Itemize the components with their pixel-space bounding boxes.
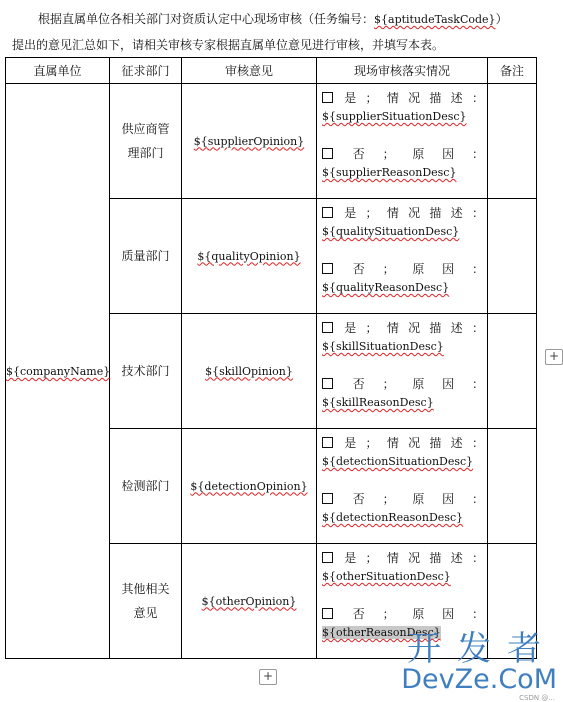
yes-label-char: 描 (429, 550, 442, 565)
review-table (5, 57, 537, 659)
intro-line-2: 提出的意见汇总如下，请相关审核专家根据直属单位意见进行审核，并填写本表。 (12, 38, 445, 52)
yes-label-char: 是 (344, 435, 357, 450)
yes-option (322, 433, 484, 451)
reason-variable: ${detectionReasonDesc} (322, 511, 464, 524)
situation-cell (317, 429, 488, 544)
situation-variable: ${supplierSituationDesc} (322, 110, 467, 123)
dept-cell (110, 544, 182, 659)
no-label-char: 否 (352, 261, 365, 276)
company-cell (6, 84, 110, 659)
table-header-row (6, 58, 537, 84)
yes-label-char: 情 (386, 205, 399, 220)
situation-variable: ${otherSituationDesc} (322, 570, 451, 583)
opinion-cell (182, 544, 317, 659)
yes-label-char: 是 (344, 550, 357, 565)
yes-label-char: 情 (386, 550, 399, 565)
no-label-char: 否 (352, 146, 365, 161)
yes-label-char: ： (471, 90, 484, 105)
opinion-variable: ${otherOpinion} (201, 594, 297, 608)
yes-checkbox[interactable] (322, 322, 333, 333)
opinion-cell (182, 429, 317, 544)
no-label-char: 原 (412, 146, 425, 161)
yes-checkbox[interactable] (322, 437, 333, 448)
no-label-char: ： (471, 146, 484, 161)
intro-line-1 (38, 11, 563, 28)
reason-variable: ${supplierReasonDesc} (322, 166, 457, 179)
no-checkbox[interactable] (322, 608, 333, 619)
no-label-char: 因 (442, 261, 455, 276)
yes-label-char: 情 (386, 90, 399, 105)
watermark-logo (401, 629, 557, 695)
opinion-cell (182, 314, 317, 429)
yes-label-char: ； (365, 435, 378, 450)
no-label-char: ； (382, 376, 395, 391)
situation-variable: ${qualitySituationDesc} (322, 225, 460, 238)
yes-label-char: 述 (450, 205, 463, 220)
no-label-char: ； (382, 146, 395, 161)
yes-label-char: 述 (450, 550, 463, 565)
yes-checkbox[interactable] (322, 207, 333, 218)
no-checkbox[interactable] (322, 263, 333, 274)
yes-label-char: ： (471, 550, 484, 565)
watermark-cn: 开发者 (407, 629, 557, 669)
dept-label: 供应商管 (121, 122, 170, 136)
no-option (322, 259, 484, 277)
opinion-cell (182, 84, 317, 199)
yes-option (322, 548, 484, 566)
add-row-button[interactable]: + (259, 669, 277, 685)
no-label-char: ： (471, 491, 484, 506)
yes-label-char: 述 (450, 435, 463, 450)
no-label-char: ； (382, 261, 395, 276)
yes-label-char: 述 (450, 320, 463, 335)
opinion-cell (182, 199, 317, 314)
yes-label-char: 况 (408, 320, 421, 335)
header-situation: 现场审核落实情况 (317, 58, 488, 84)
no-option (322, 604, 484, 622)
yes-label-char: ； (365, 90, 378, 105)
yes-label-char: 况 (408, 435, 421, 450)
yes-option (322, 88, 484, 106)
no-label-char: 否 (352, 376, 365, 391)
yes-label-char: 况 (408, 205, 421, 220)
no-label-char: 原 (412, 376, 425, 391)
no-label-char: 原 (412, 606, 425, 621)
yes-label-char: ： (471, 320, 484, 335)
dept-label: 意见 (133, 606, 158, 620)
yes-label-char: ； (365, 550, 378, 565)
no-label-char: ： (471, 376, 484, 391)
yes-label-char: 描 (429, 90, 442, 105)
header-opinion: 审核意见 (182, 58, 317, 84)
table-row (6, 84, 537, 199)
no-label-char: 否 (352, 491, 365, 506)
no-checkbox[interactable] (322, 148, 333, 159)
situation-cell (317, 314, 488, 429)
yes-label-char: 描 (429, 435, 442, 450)
dept-label: 技术部门 (121, 364, 170, 378)
reason-variable: ${qualityReasonDesc} (322, 281, 450, 294)
intro-text: 根据直属单位各相关部门对资质认定中心现场审核（任务编号： (38, 12, 375, 26)
no-label-char: 原 (412, 261, 425, 276)
yes-label-char: 是 (344, 205, 357, 220)
remark-cell[interactable] (488, 429, 537, 544)
dept-label: 质量部门 (121, 249, 170, 263)
dept-label: 检测部门 (121, 479, 170, 493)
company-variable: ${companyName} (6, 365, 111, 378)
no-label-char: 原 (412, 491, 425, 506)
no-option (322, 374, 484, 392)
add-column-button[interactable]: + (545, 349, 563, 365)
no-checkbox[interactable] (322, 493, 333, 504)
situation-cell (317, 84, 488, 199)
yes-label-char: 是 (344, 90, 357, 105)
no-label-char: ： (471, 261, 484, 276)
dept-cell (110, 199, 182, 314)
opinion-variable: ${detectionOpinion} (190, 479, 308, 493)
yes-checkbox[interactable] (322, 92, 333, 103)
situation-variable: ${detectionSituationDesc} (322, 455, 474, 468)
dept-cell (110, 429, 182, 544)
situation-variable: ${skillSituationDesc} (322, 340, 444, 353)
watermark-en: DevZe.CoM (401, 664, 557, 695)
reason-variable: ${otherReasonDesc} (322, 626, 441, 639)
yes-label-char: 况 (408, 90, 421, 105)
no-label-char: 否 (352, 606, 365, 621)
yes-label-char: ； (365, 205, 378, 220)
no-label-char: ： (471, 606, 484, 621)
yes-label-char: 是 (344, 320, 357, 335)
yes-label-char: 况 (408, 550, 421, 565)
no-label-char: 因 (442, 606, 455, 621)
task-code-variable: ${aptitudeTaskCode} (374, 13, 496, 26)
remark-cell[interactable] (488, 84, 537, 199)
header-remark: 备注 (488, 58, 537, 84)
no-label-char: ； (382, 491, 395, 506)
yes-option (322, 318, 484, 336)
yes-checkbox[interactable] (322, 552, 333, 563)
remark-cell[interactable] (488, 314, 537, 429)
no-option (322, 144, 484, 162)
no-label-char: ； (382, 606, 395, 621)
opinion-variable: ${supplierOpinion} (193, 134, 305, 148)
yes-label-char: 述 (450, 90, 463, 105)
dept-label: 其他相关 (121, 582, 170, 596)
watermark-small: CSDN @... (519, 694, 555, 702)
yes-label-char: ： (471, 205, 484, 220)
yes-label-char: 情 (386, 435, 399, 450)
opinion-variable: ${qualityOpinion} (197, 249, 301, 263)
no-label-char: 因 (442, 491, 455, 506)
yes-label-char: 描 (429, 320, 442, 335)
yes-label-char: ； (365, 320, 378, 335)
intro-text-end: ） (495, 12, 508, 26)
header-dept: 征求部门 (110, 58, 182, 84)
dept-cell (110, 84, 182, 199)
yes-label-char: ： (471, 435, 484, 450)
reason-variable: ${skillReasonDesc} (322, 396, 434, 409)
header-unit: 直属单位 (6, 58, 110, 84)
yes-label-char: 描 (429, 205, 442, 220)
yes-label-char: 情 (386, 320, 399, 335)
opinion-variable: ${skillOpinion} (205, 364, 293, 378)
situation-cell (317, 199, 488, 314)
no-label-char: 因 (442, 146, 455, 161)
no-checkbox[interactable] (322, 378, 333, 389)
dept-cell (110, 314, 182, 429)
no-label-char: 因 (442, 376, 455, 391)
no-option (322, 489, 484, 507)
remark-cell[interactable] (488, 199, 537, 314)
yes-option (322, 203, 484, 221)
dept-label: 理部门 (127, 146, 164, 160)
